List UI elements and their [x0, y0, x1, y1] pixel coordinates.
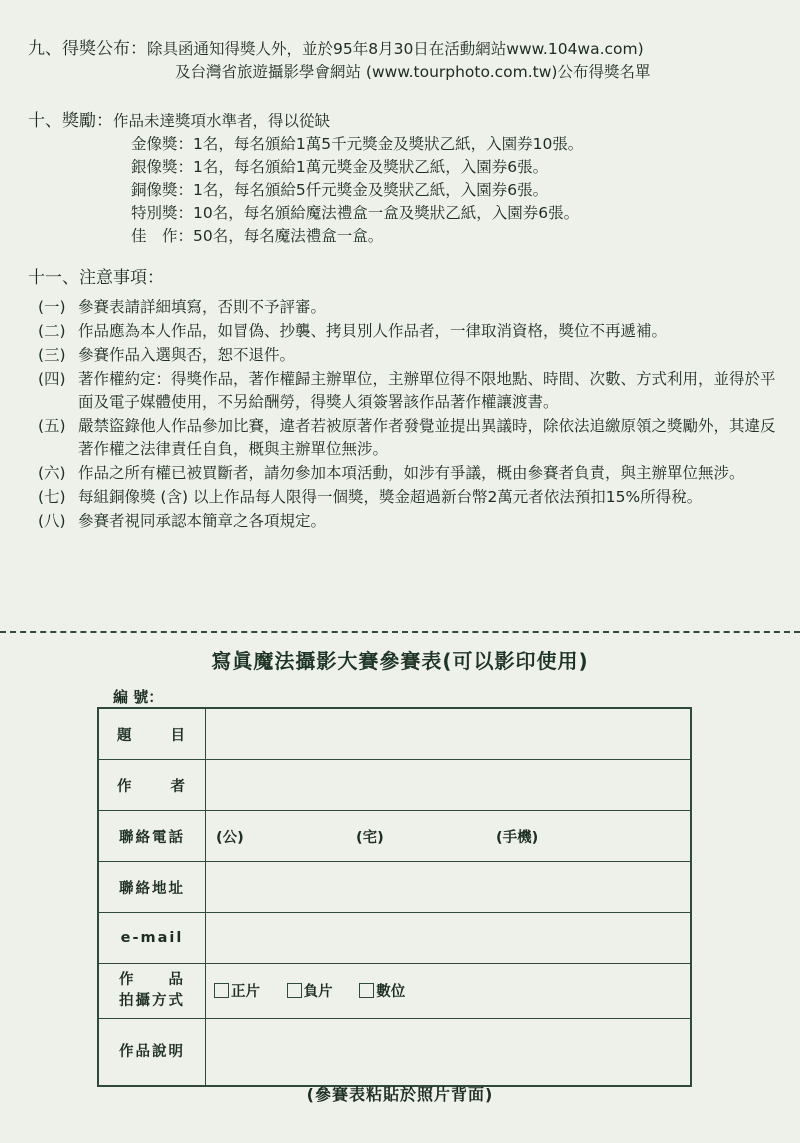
prize-special: 特別獎：10名，每名頒給魔法禮盒一盒及獎狀乙紙，入園券6張。 — [131, 204, 580, 222]
option-slide[interactable] — [214, 980, 260, 1001]
note-text: 著作權約定：得獎作品，著作權歸主辦單位，主辦單位得不限地點、時間、次數、方式利用，並得於平面及電子媒體使用，不另給酬勞，得獎人須簽署該作品著作權讓渡書。 — [78, 370, 776, 411]
prize-bronze: 銅像獎：1名，每名頒給5仟元獎金及獎狀乙紙，入園券6張。 — [131, 181, 549, 199]
note-item — [38, 486, 780, 509]
form-row-author — [98, 760, 691, 811]
form-row-title — [98, 708, 691, 760]
note-number: (三) — [38, 346, 66, 364]
notes-list — [28, 296, 780, 533]
option-digital-label: 數位 — [376, 984, 406, 1000]
note-item — [38, 368, 780, 414]
option-slide-label: 正片 — [231, 984, 260, 1000]
form-footer-note: (參賽表粘貼於照片背面) — [306, 1085, 494, 1104]
section-prizes — [28, 110, 780, 248]
title-label — [98, 708, 206, 760]
checkbox-icon — [287, 983, 302, 998]
note-item — [38, 344, 780, 367]
address-field[interactable] — [206, 862, 692, 913]
checkbox-icon — [214, 983, 229, 998]
form-row-description — [98, 1019, 691, 1087]
section11-heading: 十一、注意事項： — [28, 268, 164, 288]
section10-intro: 作品未達獎項水準者，得以從缺 — [113, 112, 331, 130]
form-row-email — [98, 913, 691, 964]
form-row-method — [98, 964, 691, 1019]
serial-number-label: 編 號： — [113, 688, 164, 706]
note-number: (五) — [38, 417, 66, 435]
section9-line1: 除具函通知得獎人外，並於95年8月30日在活動網站www.104wa.com) — [147, 40, 644, 58]
email-field[interactable] — [206, 913, 692, 964]
method-options — [206, 964, 692, 1019]
note-number: (一) — [38, 298, 66, 316]
option-negative-label: 負片 — [303, 984, 333, 1000]
form-row-phone — [98, 811, 691, 862]
note-number: (八) — [38, 512, 66, 530]
prize-list — [28, 133, 780, 248]
section-award-announcement — [28, 38, 780, 84]
note-item — [38, 510, 780, 533]
phone-office-label: (公) — [216, 829, 244, 846]
checkbox-icon — [359, 983, 374, 998]
description-label: 作品說明 — [98, 1019, 206, 1087]
author-label-char: 者 — [170, 778, 187, 795]
note-text: 參賽表請詳細填寫，否則不予評審。 — [78, 298, 327, 316]
section9-heading: 九、得獎公布： — [28, 39, 147, 59]
note-number: (六) — [38, 464, 66, 482]
author-label — [98, 760, 206, 811]
author-label-char: 作 — [117, 778, 134, 795]
note-item — [38, 415, 780, 461]
note-text: 嚴禁盜錄他人作品參加比賽，違者若被原著作者發覺並提出異議時，除依法追繳原領之獎勵外，其違反著作權之法律責任自負，概與主辦單位無涉。 — [78, 417, 776, 458]
title-field[interactable] — [206, 708, 692, 760]
note-number: (四) — [38, 370, 66, 388]
prize-gold: 金像獎：1名，每名頒給1萬5千元獎金及獎狀乙紙，入園券10張。 — [131, 135, 584, 153]
author-field[interactable] — [206, 760, 692, 811]
email-label: e-mail — [98, 913, 206, 964]
option-negative[interactable] — [287, 980, 333, 1001]
phone-mobile-label: (手機) — [496, 829, 539, 846]
title-label-char: 目 — [170, 727, 187, 744]
prize-silver: 銀像獎：1名，每名頒給1萬元獎金及獎狀乙紙，入園券6張。 — [131, 158, 549, 176]
title-label-char: 題 — [117, 727, 134, 744]
section-notes — [28, 267, 780, 534]
method-label-line1: 作 品 — [119, 972, 185, 988]
phone-field[interactable] — [206, 811, 692, 862]
prize-honorable: 佳 作：50名，每名魔法禮盒一盒。 — [131, 227, 384, 245]
section10-heading: 十、獎勵： — [28, 111, 113, 131]
note-item — [38, 296, 780, 319]
note-text: 每組銅像獎 (含) 以上作品每人限得一個獎，獎金超過新台幣2萬元者依法預扣15%所得稅。 — [78, 488, 703, 506]
note-item — [38, 462, 780, 485]
description-field[interactable] — [206, 1019, 692, 1087]
note-text: 參賽者視同承認本簡章之各項規定。 — [78, 512, 327, 530]
note-text: 作品應為本人作品，如冒偽、抄襲、拷貝別人作品者，一律取消資格，獎位不再遞補。 — [78, 322, 668, 340]
method-label-line2: 拍攝方式 — [119, 993, 185, 1009]
phone-label: 聯絡電話 — [98, 811, 206, 862]
option-digital[interactable] — [359, 980, 405, 1001]
entry-form-title: 寫眞魔法攝影大賽參賽表(可以影印使用) — [211, 649, 589, 673]
phone-home-label: (宅) — [356, 829, 384, 846]
form-row-address — [98, 862, 691, 913]
address-label: 聯絡地址 — [98, 862, 206, 913]
note-text: 作品之所有權已被買斷者，請勿參加本項活動，如涉有爭議，概由參賽者負責，與主辦單位無涉。 — [78, 464, 745, 482]
note-number: (七) — [38, 488, 66, 506]
note-number: (二) — [38, 322, 66, 340]
method-label — [98, 964, 206, 1019]
entry-form-table — [97, 707, 692, 1087]
section9-line2: 及台灣省旅遊攝影學會網站 (www.tourphoto.com.tw)公布得獎名單 — [175, 63, 651, 81]
note-text: 參賽作品入選與否，恕不退件。 — [78, 346, 296, 364]
note-item — [38, 320, 780, 343]
cut-dashed-line — [0, 631, 800, 633]
